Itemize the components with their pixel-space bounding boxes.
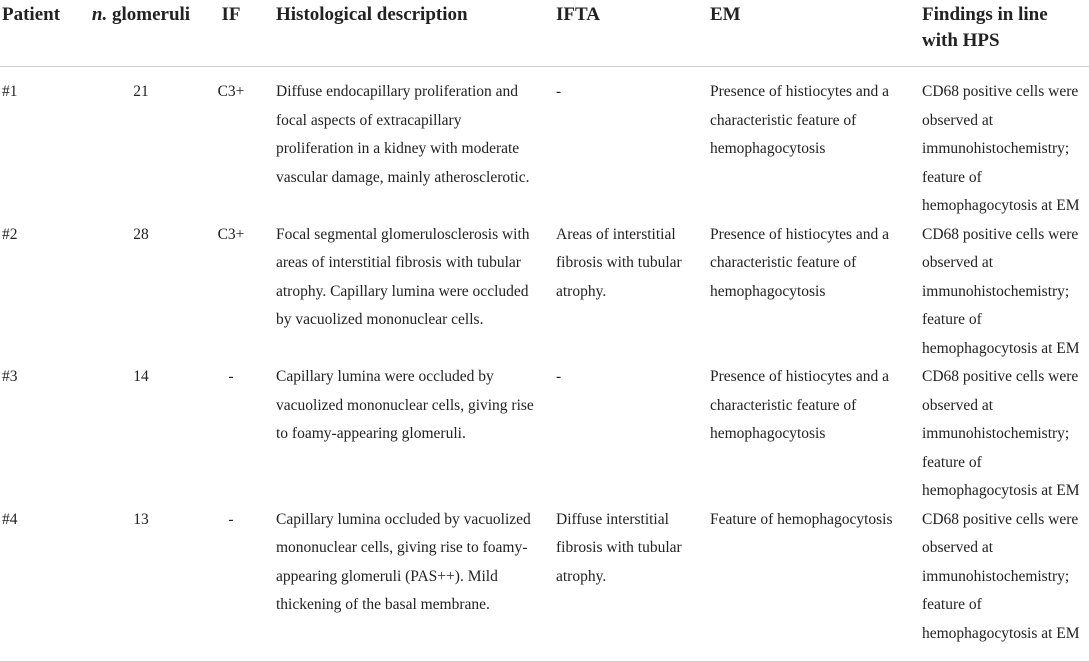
header-hps: Findings in line with HPS [914, 0, 1089, 67]
cell-patient: #1 [2, 83, 18, 100]
header-if: IF [200, 0, 262, 67]
table-row [0, 363, 1089, 506]
header-ifta: IFTA [542, 0, 696, 67]
header-glomeruli: n. glomeruli [82, 0, 200, 67]
cell-em: Presence of histiocytes and a characteristic feature of hemophagocytosis [710, 368, 890, 442]
cell-if: C3+ [217, 225, 245, 243]
cell-em: Presence of histiocytes and a characteristic feature of hemophagocytosis [710, 83, 890, 157]
cell-glomeruli: 21 [133, 83, 149, 100]
cell-patient: #3 [2, 368, 18, 385]
cell-hps: CD68 positive cells were observed at immunohistochemistry; feature of hemophagocytosis at EM [922, 368, 1080, 499]
cell-em: Presence of histiocytes and a characteristic feature of hemophagocytosis [710, 225, 890, 300]
cell-hps: CD68 positive cells were observed at immunohistochemistry; feature of hemophagocytosis at EM [914, 506, 1089, 662]
header-patient: Patient [0, 0, 82, 67]
cell-ifta: Diffuse interstitial fibrosis with tubular atrophy. [542, 506, 696, 662]
cell-histological: Diffuse endocapillary proliferation and focal aspects of extracapillary proliferation in a kidney with moderate vascular damage, mainly atherosclerotic. [276, 83, 530, 186]
table-row [0, 67, 1089, 221]
header-histological: Histological description [262, 0, 542, 67]
header-em: EM [696, 0, 914, 67]
cell-patient: #2 [2, 225, 18, 243]
table-row [0, 221, 1089, 364]
cell-em: Feature of hemophagocytosis [696, 506, 914, 662]
cell-histological: Focal segmental glomerulosclerosis with areas of interstitial fibrosis with tubular atrophy. Capillary lumina were occluded by vacuolized mononuclear cells. [276, 225, 530, 328]
cell-hps: CD68 positive cells were observed at immunohistochemistry; feature of hemophagocytosis at EM [922, 225, 1080, 357]
cell-patient: #4 [0, 506, 82, 662]
cell-if: C3+ [217, 83, 245, 100]
cell-ifta: Areas of interstitial fibrosis with tubular atrophy. [556, 225, 682, 300]
cell-glomeruli: 14 [133, 368, 149, 385]
cell-if: - [200, 506, 262, 662]
table-header-row [0, 0, 1089, 67]
cell-if: - [228, 368, 234, 385]
cell-ifta: - [556, 83, 562, 100]
cell-glomeruli: 28 [133, 225, 149, 243]
cell-glomeruli: 13 [82, 506, 200, 662]
cell-ifta: - [556, 368, 562, 385]
cell-histological: Capillary lumina occluded by vacuolized mononuclear cells, giving rise to foamy-appearing glomeruli (PAS++). Mild thickening of the basal membrane. [262, 506, 542, 662]
cell-hps: CD68 positive cells were observed at immunohistochemistry; feature of hemophagocytosis at EM [922, 83, 1080, 214]
table-row [0, 506, 1089, 662]
cell-histological: Capillary lumina were occluded by vacuolized mononuclear cells, giving rise to foamy-appearing glomeruli. [276, 368, 534, 442]
